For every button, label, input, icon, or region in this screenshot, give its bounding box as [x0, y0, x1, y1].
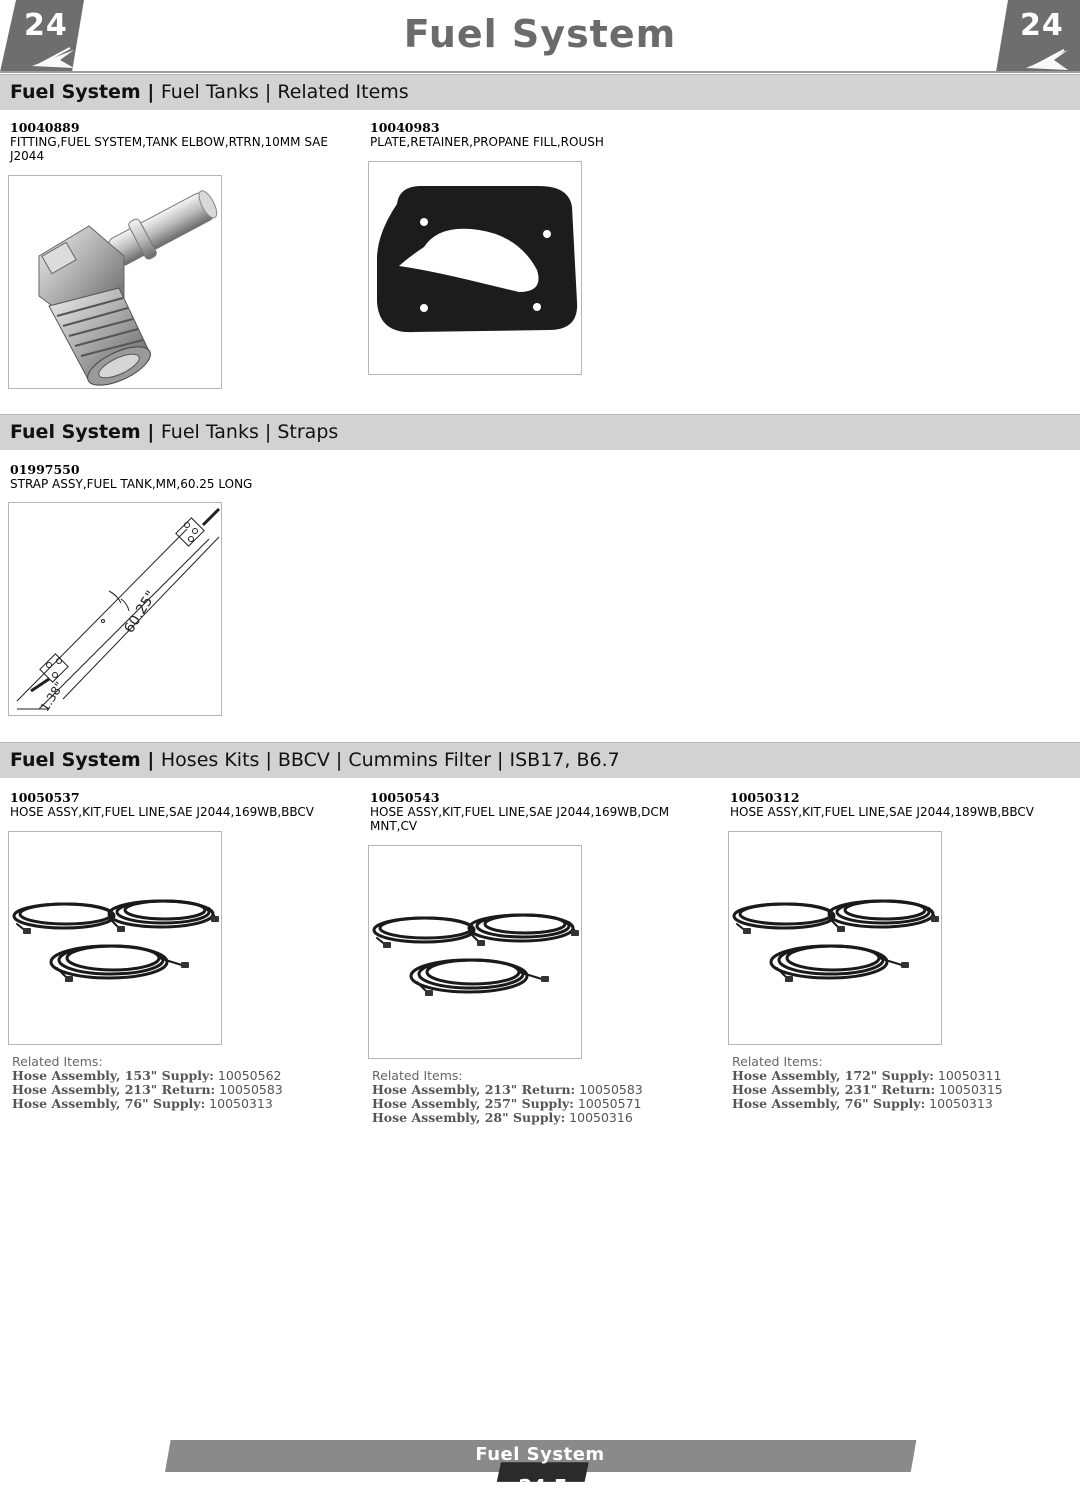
section-path: Fuel Tanks | Straps: [160, 421, 339, 443]
related-item: Hose Assembly, 213" Return: 10050583: [12, 1082, 283, 1097]
section-bar-related-items: Fuel System | Fuel Tanks | Related Items: [0, 74, 1080, 110]
section-lead: Fuel System: [10, 421, 141, 443]
section-path: Fuel Tanks | Related Items: [160, 81, 409, 103]
hose-kit-icon: [9, 832, 223, 1046]
retainer-plate-icon: [369, 162, 583, 376]
chapter-tab-right: [996, 0, 1080, 72]
page-title: Fuel System: [403, 12, 677, 56]
part-image-tank-strap[interactable]: [8, 502, 222, 716]
part-image-hose-kit[interactable]: [8, 831, 222, 1045]
chapter-number-right: 24: [1020, 8, 1064, 43]
related-item: Hose Assembly, 28" Supply: 10050316: [372, 1110, 633, 1125]
hose-kit-icon: [729, 832, 943, 1046]
header-rule: [0, 71, 1080, 73]
related-item: Hose Assembly, 213" Return: 10050583: [372, 1082, 643, 1097]
part-number: 10040889: [10, 120, 80, 135]
footer-title: Fuel System: [475, 1444, 605, 1465]
part-image-hose-kit[interactable]: [368, 845, 582, 1059]
part-image-elbow-fitting[interactable]: [8, 175, 222, 389]
part-image-retainer-plate[interactable]: [368, 161, 582, 375]
part-number: 01997550: [10, 462, 80, 477]
elbow-fitting-icon: [9, 176, 223, 390]
part-number: 10040983: [370, 120, 440, 135]
part-number: 10050537: [10, 790, 80, 805]
part-description: FITTING,FUEL SYSTEM,TANK ELBOW,RTRN,10MM SAE J2044: [10, 135, 328, 163]
section-lead: Fuel System: [10, 749, 141, 771]
part-description: PLATE,RETAINER,PROPANE FILL,ROUSH: [370, 135, 604, 149]
related-items: [12, 1055, 283, 1111]
related-items: [732, 1055, 1003, 1111]
strap-width-label: 1.38": [37, 679, 67, 715]
section-bar-straps: Fuel System | Fuel Tanks | Straps: [0, 414, 1080, 450]
related-items-title: Related Items:: [12, 1054, 103, 1069]
related-items-title: Related Items:: [732, 1054, 823, 1069]
related-items-title: Related Items:: [372, 1068, 463, 1083]
footer-page-number: 24.5: [518, 1475, 568, 1499]
related-item: Hose Assembly, 257" Supply: 10050571: [372, 1096, 642, 1111]
related-item: Hose Assembly, 76" Supply: 10050313: [12, 1096, 273, 1111]
related-item: Hose Assembly, 231" Return: 10050315: [732, 1082, 1003, 1097]
part-image-hose-kit[interactable]: [728, 831, 942, 1045]
section-lead: Fuel System: [10, 81, 141, 103]
section-path: Hoses Kits | BBCV | Cummins Filter | ISB17, B6.7: [160, 749, 620, 771]
related-item: Hose Assembly, 153" Supply: 10050562: [12, 1068, 282, 1083]
part-description: HOSE ASSY,KIT,FUEL LINE,SAE J2044,189WB,BBCV: [730, 805, 1034, 819]
related-item: Hose Assembly, 172" Supply: 10050311: [732, 1068, 1002, 1083]
chapter-number-left: 24: [24, 8, 68, 43]
hose-kit-icon: [369, 846, 583, 1060]
related-items: [372, 1069, 643, 1125]
section-bar-hose-kits: Fuel System | Hoses Kits | BBCV | Cummins Filter | ISB17, B6.7: [0, 742, 1080, 778]
part-number: 10050543: [370, 790, 440, 805]
tank-strap-icon: [9, 503, 223, 717]
part-description: HOSE ASSY,KIT,FUEL LINE,SAE J2044,169WB,BBCV: [10, 805, 314, 819]
part-description: STRAP ASSY,FUEL TANK,MM,60.25 LONG: [10, 477, 253, 491]
strap-length-label: 60.25": [121, 588, 160, 637]
related-item: Hose Assembly, 76" Supply: 10050313: [732, 1096, 993, 1111]
part-number: 10050312: [730, 790, 800, 805]
part-description: HOSE ASSY,KIT,FUEL LINE,SAE J2044,169WB,DCM MNT,CV: [370, 805, 670, 833]
